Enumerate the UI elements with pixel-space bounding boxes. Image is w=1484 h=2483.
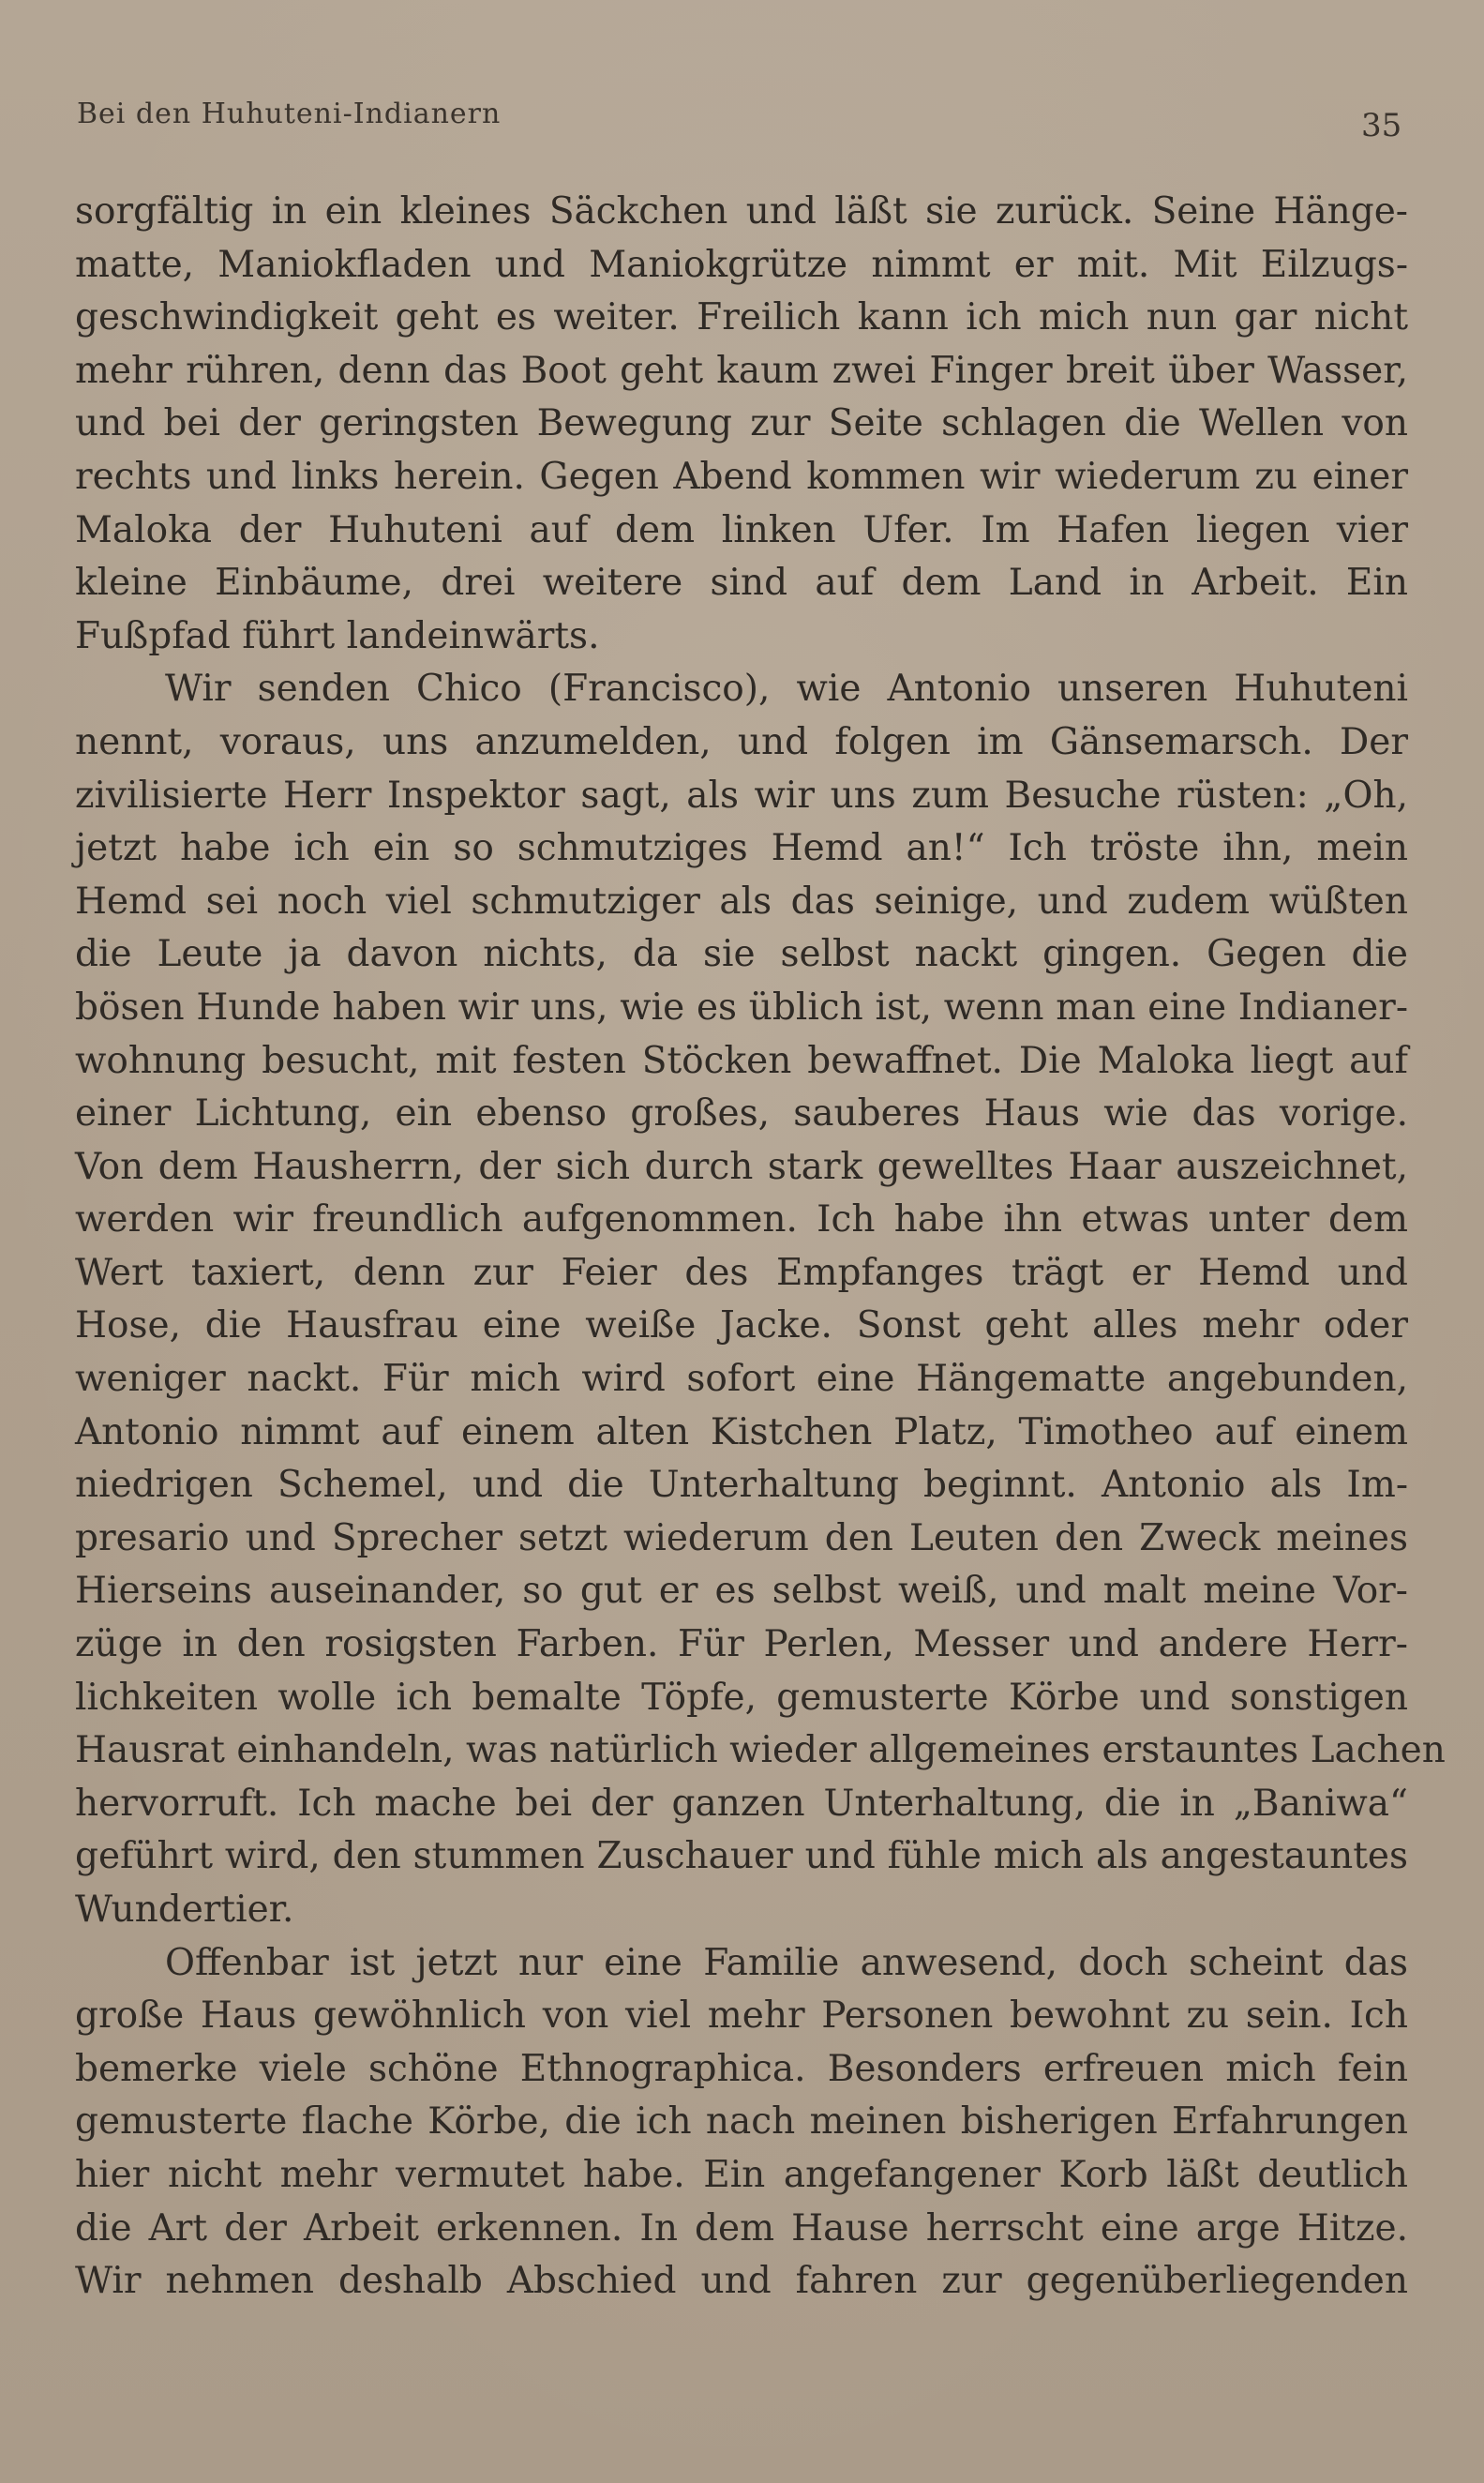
text-line: Von dem Hausherrn, der sich durch stark gewelltes Haar auszeichnet, <box>75 1145 1408 1188</box>
text-line: bemerke viele schöne Ethnographica. Besonders erfreuen mich fein <box>75 2047 1408 2090</box>
text-line: Wundertier. <box>75 1889 294 1931</box>
text-line: kleine Einbäume, drei weitere sind auf dem Land in Arbeit. Ein <box>75 562 1408 605</box>
text-line: nennt, voraus, uns anzumelden, und folgen im Gänsemarsch. Der <box>75 720 1408 763</box>
text-line: bösen Hunde haben wir uns, wie es üblich ist, wenn man eine Indianer- <box>75 986 1408 1029</box>
text-line: Wir senden Chico (Francisco), wie Antonio unseren Huhuteni <box>165 668 1408 711</box>
text-line: züge in den rosigsten Farben. Für Perlen, Messer und andere Herr- <box>75 1623 1408 1666</box>
text-line: einer Lichtung, ein ebenso großes, sauberes Haus wie das vorige. <box>75 1092 1408 1136</box>
text-line: Offenbar ist jetzt nur eine Familie anwesend, doch scheint das <box>165 1941 1408 1984</box>
text-line: hervorruft. Ich mache bei der ganzen Unterhaltung, die in „Baniwa“ <box>75 1782 1408 1825</box>
running-head: Bei den Huhuteni-Indianern <box>77 98 502 130</box>
text-line: mehr rühren, denn das Boot geht kaum zwei Finger breit über Wasser, <box>75 349 1408 392</box>
body-text <box>75 186 1446 2309</box>
text-line: zivilisierte Herr Inspektor sagt, als wir uns zum Besuche rüsten: „Oh, <box>75 774 1408 817</box>
text-line: wohnung besucht, mit festen Stöcken bewaffnet. Die Maloka liegt auf <box>75 1039 1408 1082</box>
text-line: werden wir freundlich aufgenommen. Ich habe ihn etwas unter dem <box>75 1198 1408 1242</box>
text-line: Fußpfad führt landeinwärts. <box>75 614 600 657</box>
text-line: geführt wird, den stummen Zuschauer und fühle mich als angestauntes <box>75 1835 1408 1878</box>
text-line: und bei der geringsten Bewegung zur Seite schlagen die Wellen von <box>75 402 1408 445</box>
text-line: große Haus gewöhnlich von viel mehr Personen bewohnt zu sein. Ich <box>75 1994 1408 2038</box>
text-line: Wir nehmen deshalb Abschied und fahren zur gegenüberliegenden <box>75 2260 1408 2303</box>
text-line: lichkeiten wolle ich bemalte Töpfe, gemusterte Körbe und sonstigen <box>75 1676 1408 1719</box>
text-line: Hierseins auseinander, so gut er es selbst weiß, und malt meine Vor- <box>75 1570 1408 1613</box>
text-line: Wert taxiert, denn zur Feier des Empfanges trägt er Hemd und <box>75 1251 1408 1294</box>
text-line: die Art der Arbeit erkennen. In dem Hause herrscht eine arge Hitze. <box>75 2206 1408 2250</box>
text-line: matte, Maniokfladen und Maniokgrütze nimmt er mit. Mit Eilzugs- <box>75 243 1408 286</box>
text-line: niedrigen Schemel, und die Unterhaltung beginnt. Antonio als Im- <box>75 1464 1408 1507</box>
text-line: jetzt habe ich ein so schmutziges Hemd an!“ Ich tröste ihn, mein <box>75 827 1408 870</box>
text-line: weniger nackt. Für mich wird sofort eine Hängematte angebunden, <box>75 1358 1408 1401</box>
text-line: sorgfältig in ein kleines Säckchen und läßt sie zurück. Seine Hänge- <box>75 190 1408 233</box>
text-line: Hausrat einhandeln, was natürlich wieder allgemeines erstauntes Lachen <box>75 1729 1446 1772</box>
text-line: rechts und links herein. Gegen Abend kommen wir wiederum zu einer <box>75 455 1408 498</box>
text-line: Antonio nimmt auf einem alten Kistchen Platz, Timotheo auf einem <box>75 1410 1408 1453</box>
text-line: hier nicht mehr vermutet habe. Ein angefangener Korb läßt deutlich <box>75 2153 1408 2196</box>
text-line: Maloka der Huhuteni auf dem linken Ufer. Im Hafen liegen vier <box>75 508 1408 551</box>
text-line: geschwindigkeit geht es weiter. Freilich kann ich mich nun gar nicht <box>75 296 1408 339</box>
text-line: Hemd sei noch viel schmutziger als das seinige, und zudem wüßten <box>75 880 1408 923</box>
text-line: Hose, die Hausfrau eine weiße Jacke. Sonst geht alles mehr oder <box>75 1304 1408 1347</box>
text-line: presario und Sprecher setzt wiederum den Leuten den Zweck meines <box>75 1516 1408 1559</box>
text-line: die Leute ja davon nichts, da sie selbst nackt gingen. Gegen die <box>75 933 1408 976</box>
text-line: gemusterte flache Körbe, die ich nach meinen bisherigen Erfahrungen <box>75 2100 1408 2144</box>
page-number: 35 <box>1361 107 1402 144</box>
